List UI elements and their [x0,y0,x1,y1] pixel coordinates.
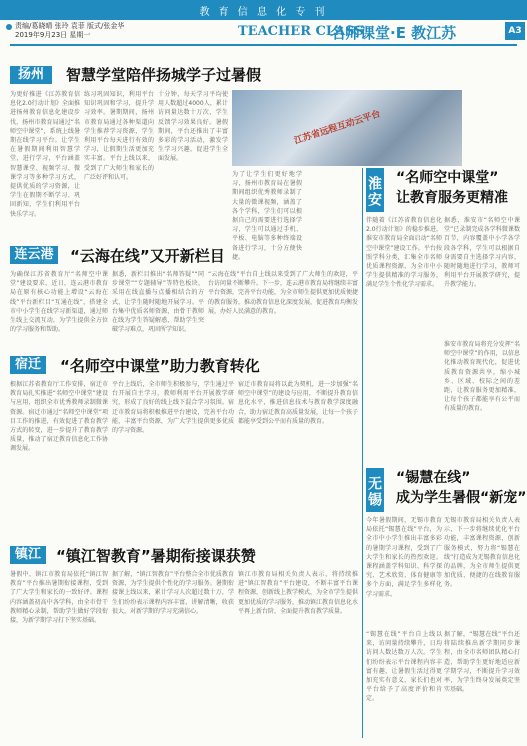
tag-zhenjiang: 镇江 [10,546,46,564]
body-zhenjiang-1: 暑假中，镇江市教育局依托“镇江智教育”平台推出暑期衔接课程，受到了广大学生和家长的一致好评。课程内容涵盖初高中各学科，由全市骨干教师精心录制，帮助学生做好学段衔接，为新学期学习打下坚实基础。 [10,571,108,625]
body-suqian-1: 根据江苏省教育厅工作安排，宿迁市教育局扎实推进“名师空中课堂”建设与应用，组织全市优秀教师录制微课资源。宿迁市通过“名师空中课堂”项目工作的推进，有效促进了教育教学方式的转变，进一步提升了教育教学质量，推动了宿迁教育信息化工作协调发展。 [10,381,108,453]
headline-huaian-line2: 让教育服务更精准 [396,190,508,206]
headline-lianyungang: “云海在线”又开新栏目 [70,247,225,265]
body-yangzhou-1: 为更好推进《江苏教育信息化2.0行动计划》全面推进扬州教育信息化建设步伐，扬州市教育局通过“名师空中课堂”，系统上线暑期在线学习平台。让学生在暑假期间利用智慧学堂，进行学习，平台涵盖智慧课堂、视频学习、微课学习等多种学习方式，提供优质的学习资源，让学生在假期不断学习、巩固新知，学生们利用平台快乐学习。 [10,91,80,218]
body-yangzhou-2: 练习巩固知识，利用平台知识巩固和学习，提升学习效率。暑期期间，扬州市教育局通过各种渠道向学生推荐学习资源，学生利用平台每天进行有效的学习，让假期生活更加充实丰富。平台上线以来，受到了广大师生和家长的广泛好评和认可。 [84,91,154,181]
date-line: 2019年9月23日 星期一 [15,31,91,39]
headline-huaian-line1: “名师空中课堂” [396,170,499,186]
headline-wuxi-line1: “锡慧在线” [396,470,471,486]
headline-wuxi [396,468,526,508]
body-huaian-3: 淮安市教育局将充分发挥“名师空中课堂”的作用，以信息化推动教育现代化，促进优质教育资源共享，缩小城乡、区域、校际之间的差距，让教育服务更加精准，让每个孩子都能享有公平而有质量的教育。 [444,341,520,413]
body-suqian-2: 平台上线后，全市师生积极参与，学生通过平台开展自主学习，教师利用平台开展教学研究，形成了良好的线上线下混合学习氛围。宿迁市教育局将积极推进平台建设，完善平台功能，丰富平台资源，为广大学生提供更多优质的学习资源。 [112,381,234,435]
body-zhenjiang-3: 镇江市教育局相关负责人表示，将持续推进“镇江智教育”平台建设，不断丰富平台课程资源，创新线上教学模式，为全市学生提供更加优质的学习服务，推动镇江教育信息化水平再上新台阶，全面提升教育教学质量。 [238,571,359,615]
column-name: 名师课堂·E 教江苏 [330,24,457,42]
tag-suqian: 宿迁 [10,356,46,374]
page-number: A3 [505,22,525,40]
body-suqian-3: 宿迁市教育局将以此为契机，进一步加强“名师空中课堂”的建设与应用，不断提升教育信息化水平，推进信息技术与教育教学深度融合，助力宿迁教育高质量发展，让每一个孩子都能享受到公平而有质量的教育。 [238,381,359,425]
body-yangzhou-4b [306,170,362,240]
body-huaian-1: 伴随着《江苏省教育信息化2.0行动计划》的稳步推进，淮安市教育局全面启动“名师空中课堂”建设工作。平台按照学科分类，汇集全市名师优质课程资源，为全市中小学生提供精准的学习服务，满足学生个性化学习需求。 [366,217,442,289]
body-wuxi-3: 无锡市教育局相关负责人表示，下一步将继续优化平台功能，丰富课程资源，创新服务模式，努力将“锡慧在线”打造成为无锡教育信息化的品牌，为全市师生提供更加优质、便捷的在线教育服务。 [444,517,520,589]
body-wuxi-2: “锡慧在线”平台自上线以来，访问量持续攀升，日均访问人数达数万人次。学生们纷纷表示平台课程内容丰富有趣，让暑假生活过得更加充实有意义，家长们也对平台给予了高度评价和肯定。 [366,631,442,703]
headline-huaian [396,168,508,208]
tag-yangzhou: 扬州 [10,66,52,84]
body-lianyungang-1: 为确保江苏省教育厅“名师空中课堂”建设要求，近日，连云港市教育局在原有核心功能上增设“云海在线”平台新栏目“互通在线”，搭建全市中小学生在线学习新渠道，通过师生线上交流互动，为学生提供全方位的学习服务和帮助。 [10,271,108,334]
header-rule [10,44,517,46]
photo-classroom [232,90,462,166]
body-lianyungang-3: “云海在线”平台自上线以来受到了广大师生的欢迎，平台访问量不断攀升。下一步，连云港市教育局将继续丰富平台资源，完善平台功能，为全市师生提供更加优质便捷的教育服务，推动教育信息化深度发展，促进教育均衡发展，办好人民满意的教育。 [208,271,359,315]
headline-yangzhou: 智慧学堂陪伴扬城学子过暑假 [66,66,262,84]
body-yangzhou-3: 十分钟，每天学习平均使用人数超过4000人，累计访问量达数十万次，学生反馈学习效果良好。暑假期间，平台还推出了丰富多彩的学习活动，激发学生学习兴趣，促进学生全面发展。 [158,91,228,163]
headline-zhenjiang: “镇江智教育”暑期衔接课获赞 [56,547,256,565]
column-divider [362,168,363,738]
headline-wuxi-line2: 成为学生暑假“新宠” [396,490,527,506]
body-zhenjiang-2: 据了解，“镇江智教育”平台整合全市优质教育资源，为学生提供个性化的学习服务。暑期衔接课上线以来，累计学习人次超过数十万，学生们纷纷表示课程内容丰富，讲解清晰，收获很大，对新学期的学习充满信心。 [112,571,234,615]
tag-huaian: 淮安 [366,168,384,212]
body-huaian-2: 据悉，淮安市“名师空中课堂”已录制完成各学科微课数百节，内容覆盖中小学各学段各学科，学生可以根据自身需要自主选择学习内容，随时随地进行学习，教师可利用平台开展教学研究，提升教学能力。 [444,217,520,289]
tag-lianyungang: 连云港 [10,246,58,264]
body-yangzhou-4: 为了让学生们更好地学习，扬州市教育局在暑假期间组织优秀教师录制了大量的微课视频，涵盖了各个学科，学生们可以根据自己的需要进行选择学习，学生可以通过手机、平板、电脑等多种终端设备进行学习，十分方便快捷。 [232,171,302,261]
body-wuxi-1: 今年暑假期间，无锡市教育局依托“锡慧在线”平台，为全市中小学生推出丰富多彩的暑期学习课程，受到了广大学生和家长的热烈欢迎。课程涵盖学科知识、科学探究、艺术欣赏、体育健康等多个方面，满足学生多样化学习需求。 [366,517,442,598]
headline-suqian: “名师空中课堂”助力教育转化 [60,357,260,375]
photo-caption: 江苏省远程互动云平台 [293,109,382,147]
teacher-class-label: TEACHER CLASS [238,24,364,39]
tag-wuxi: 无锡 [366,468,384,512]
bullet-icon [6,24,12,30]
masthead-title: 教 育 信 息 化 专 刊 [199,7,328,18]
editor-line: 责编/葛晓晴 张玲 袁菲 版式/张金华 [15,22,125,30]
body-lianyungang-2: 据悉，新栏目推出“名师答疑”“同步课堂”“专题辅导”等特色板块，采用在线直播与点播相结合的方式，让学生随时随地开展学习。平台集中优质名师资源，由骨干教师在线为学生答疑解惑，帮助学生突破学习难点，巩固所学知识。 [112,271,204,334]
body-wuxi-4: 据了解，“锡慧在线”平台还将陆续推出新学期同步课程，由全市名师团队精心打造，帮助学生更好地适应新学期学习，不断提升学习效率，为学生终身发展奠定坚实基础。 [444,631,520,694]
masthead-info [15,22,124,40]
